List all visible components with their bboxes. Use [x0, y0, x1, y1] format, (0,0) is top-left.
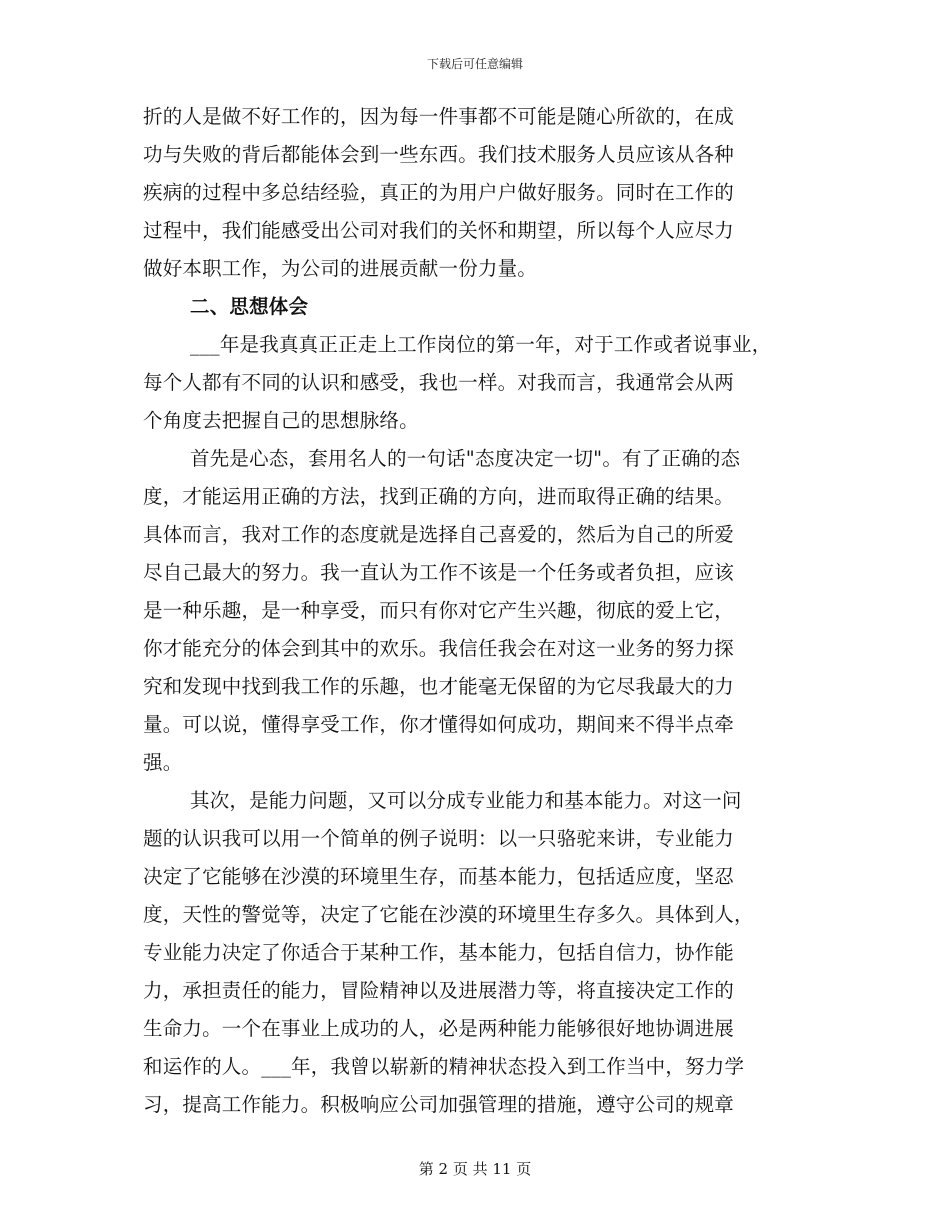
text-line: 度，天性的警觉等，决定了它能在沙漠的环境里生存多久。具体到人， — [143, 903, 754, 926]
text-line: 每个人都有不同的认识和感受，我也一样。对我而言，我通常会从两 — [143, 371, 735, 394]
text-line: 首先是心态，套用名人的一句话"态度决定一切"。有了正确的态 — [190, 447, 741, 470]
text-line: 功与失败的背后都能体会到一些东西。我们技术服务人员应该从各种 — [143, 143, 735, 166]
text-line: 具体而言，我对工作的态度就是选择自己喜爱的，然后为自己的所爱 — [143, 523, 735, 546]
text-line: 习，提高工作能力。积极响应公司加强管理的措施，遵守公司的规章 — [143, 1093, 735, 1116]
document-body — [143, 98, 815, 1124]
text-line: 题的认识我可以用一个简单的例子说明：以一只骆驼来讲，专业能力 — [143, 827, 735, 850]
text-line: 折的人是做不好工作的，因为每一件事都不可能是随心所欲的，在成 — [143, 105, 735, 128]
text-line: 生命力。一个在事业上成功的人，必是两种能力能够很好地协调进展 — [143, 1017, 735, 1040]
text-line: 疾病的过程中多总结经验，真正的为用户户做好服务。同时在工作的 — [143, 181, 735, 204]
text-line: 过程中，我们能感受出公司对我们的关怀和期望，所以每个人应尽力 — [143, 219, 735, 242]
text-line: 做好本职工作，为公司的进展贡献一份力量。 — [143, 257, 538, 280]
text-line: 力，承担责任的能力，冒险精神以及进展潜力等，将直接决定工作的 — [143, 979, 735, 1002]
text-line: 尽自己最大的努力。我一直认为工作不该是一个任务或者负担，应该 — [143, 561, 735, 584]
text-line: 是一种乐趣，是一种享受，而只有你对它产生兴趣，彻底的爱上它， — [143, 599, 735, 622]
page-header: 下载后可任意编辑 — [426, 57, 523, 71]
text-line: 究和发现中找到我工作的乐趣，也才能毫无保留的为它尽我最大的力 — [143, 675, 735, 698]
text-line: 其次，是能力问题，又可以分成专业能力和基本能力。对这一问 — [190, 789, 742, 812]
section-heading: 二、思想体会 — [190, 295, 309, 318]
text-line: 量。可以说，懂得享受工作，你才懂得如何成功，期间来不得半点牵 — [143, 713, 735, 736]
text-line: 和运作的人。___年，我曾以崭新的精神状态投入到工作当中，努力学 — [143, 1055, 745, 1078]
text-line: 强。 — [143, 751, 183, 774]
text-line: ___年是我真真正正走上工作岗位的第一年，对于工作或者说事业， — [190, 333, 772, 356]
text-line: 度，才能运用正确的方法，找到正确的方向，进而取得正确的结果。 — [143, 485, 735, 508]
text-line: 你才能充分的体会到其中的欢乐。我信任我会在对这一业务的努力探 — [143, 637, 735, 660]
text-line: 专业能力决定了你适合于某种工作，基本能力，包括自信力，协作能 — [143, 941, 735, 964]
text-line: 个角度去把握自己的思想脉络。 — [143, 409, 419, 432]
page-footer: 第 2 页 共 11 页 — [418, 1160, 532, 1178]
text-line: 决定了它能够在沙漠的环境里生存，而基本能力，包括适应度，坚忍 — [143, 865, 735, 888]
